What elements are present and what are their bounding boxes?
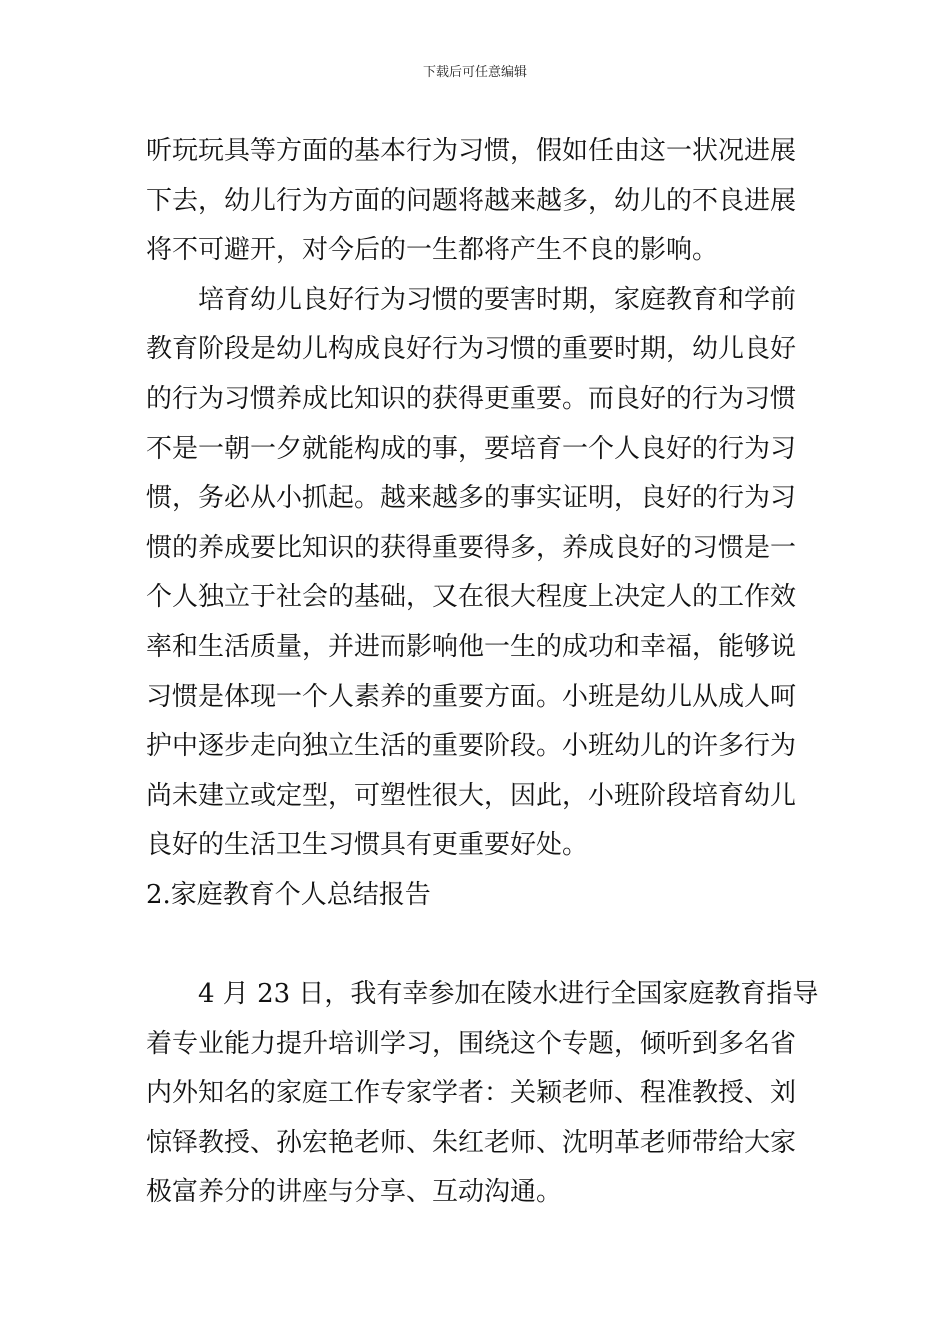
- text-line: 极富养分的讲座与分享、互动沟通。: [146, 1177, 563, 1208]
- text-line: 习惯是体现一个人素养的重要方面。小班是幼儿从成人呵: [146, 681, 797, 712]
- text-line: 内外知名的家庭工作专家学者：关颖老师、程准教授、刘: [146, 1078, 797, 1109]
- page-header: 下载后可任意编辑: [422, 65, 527, 80]
- text-line: 听玩玩具等方面的基本行为习惯，假如任由这一状况进展: [146, 136, 797, 166]
- document-body: [146, 127, 819, 1218]
- text-line: 惊铎教授、孙宏艳老师、朱红老师、沈明革老师带给大家: [146, 1127, 797, 1158]
- text-line: 惯的养成要比知识的获得重要得多，养成良好的习惯是一: [146, 532, 797, 563]
- text-line: 下去，幼儿行为方面的问题将越来越多，幼儿的不良进展: [146, 185, 797, 216]
- paragraph-2: [146, 276, 808, 871]
- section-heading: 2.家庭教育个人总结报告: [146, 879, 431, 910]
- text-line: 率和生活质量，并进而影响他一生的成功和幸福，能够说: [146, 631, 797, 662]
- text-line: 的行为习惯养成比知识的获得更重要。而良好的行为习惯: [146, 383, 797, 414]
- text-line: 护中逐步走向独立生活的重要阶段。小班幼儿的许多行为: [146, 731, 797, 762]
- text-line: 培育幼儿良好行为习惯的要害时期，家庭教育和学前: [198, 284, 797, 315]
- text-line: 惯，务必从小抓起。越来越多的事实证明，良好的行为习: [146, 483, 797, 514]
- blank-line: [146, 921, 808, 971]
- text-line: 4 月 23 日，我有幸参加在陵水进行全国家庭教育指导: [198, 979, 819, 1010]
- paragraph-3: [146, 970, 819, 1218]
- text-line: 教育阶段是幼儿构成良好行为习惯的重要时期，幼儿良好: [146, 334, 797, 365]
- text-line: 不是一朝一夕就能构成的事，要培育一个人良好的行为习: [146, 433, 797, 464]
- text-line: 着专业能力提升培训学习，围绕这个专题，倾听到多名省: [146, 1028, 797, 1059]
- text-line: 尚未建立或定型，可塑性很大，因此，小班阶段培育幼儿: [146, 780, 797, 811]
- text-line: 将不可避开，对今后的一生都将产生不良的影响。: [146, 235, 719, 266]
- text-line: 良好的生活卫生习惯具有更重要好处。: [146, 830, 589, 861]
- text-line: 个人独立于社会的基础，又在很大程度上决定人的工作效: [146, 582, 797, 613]
- paragraph-1: [146, 127, 808, 276]
